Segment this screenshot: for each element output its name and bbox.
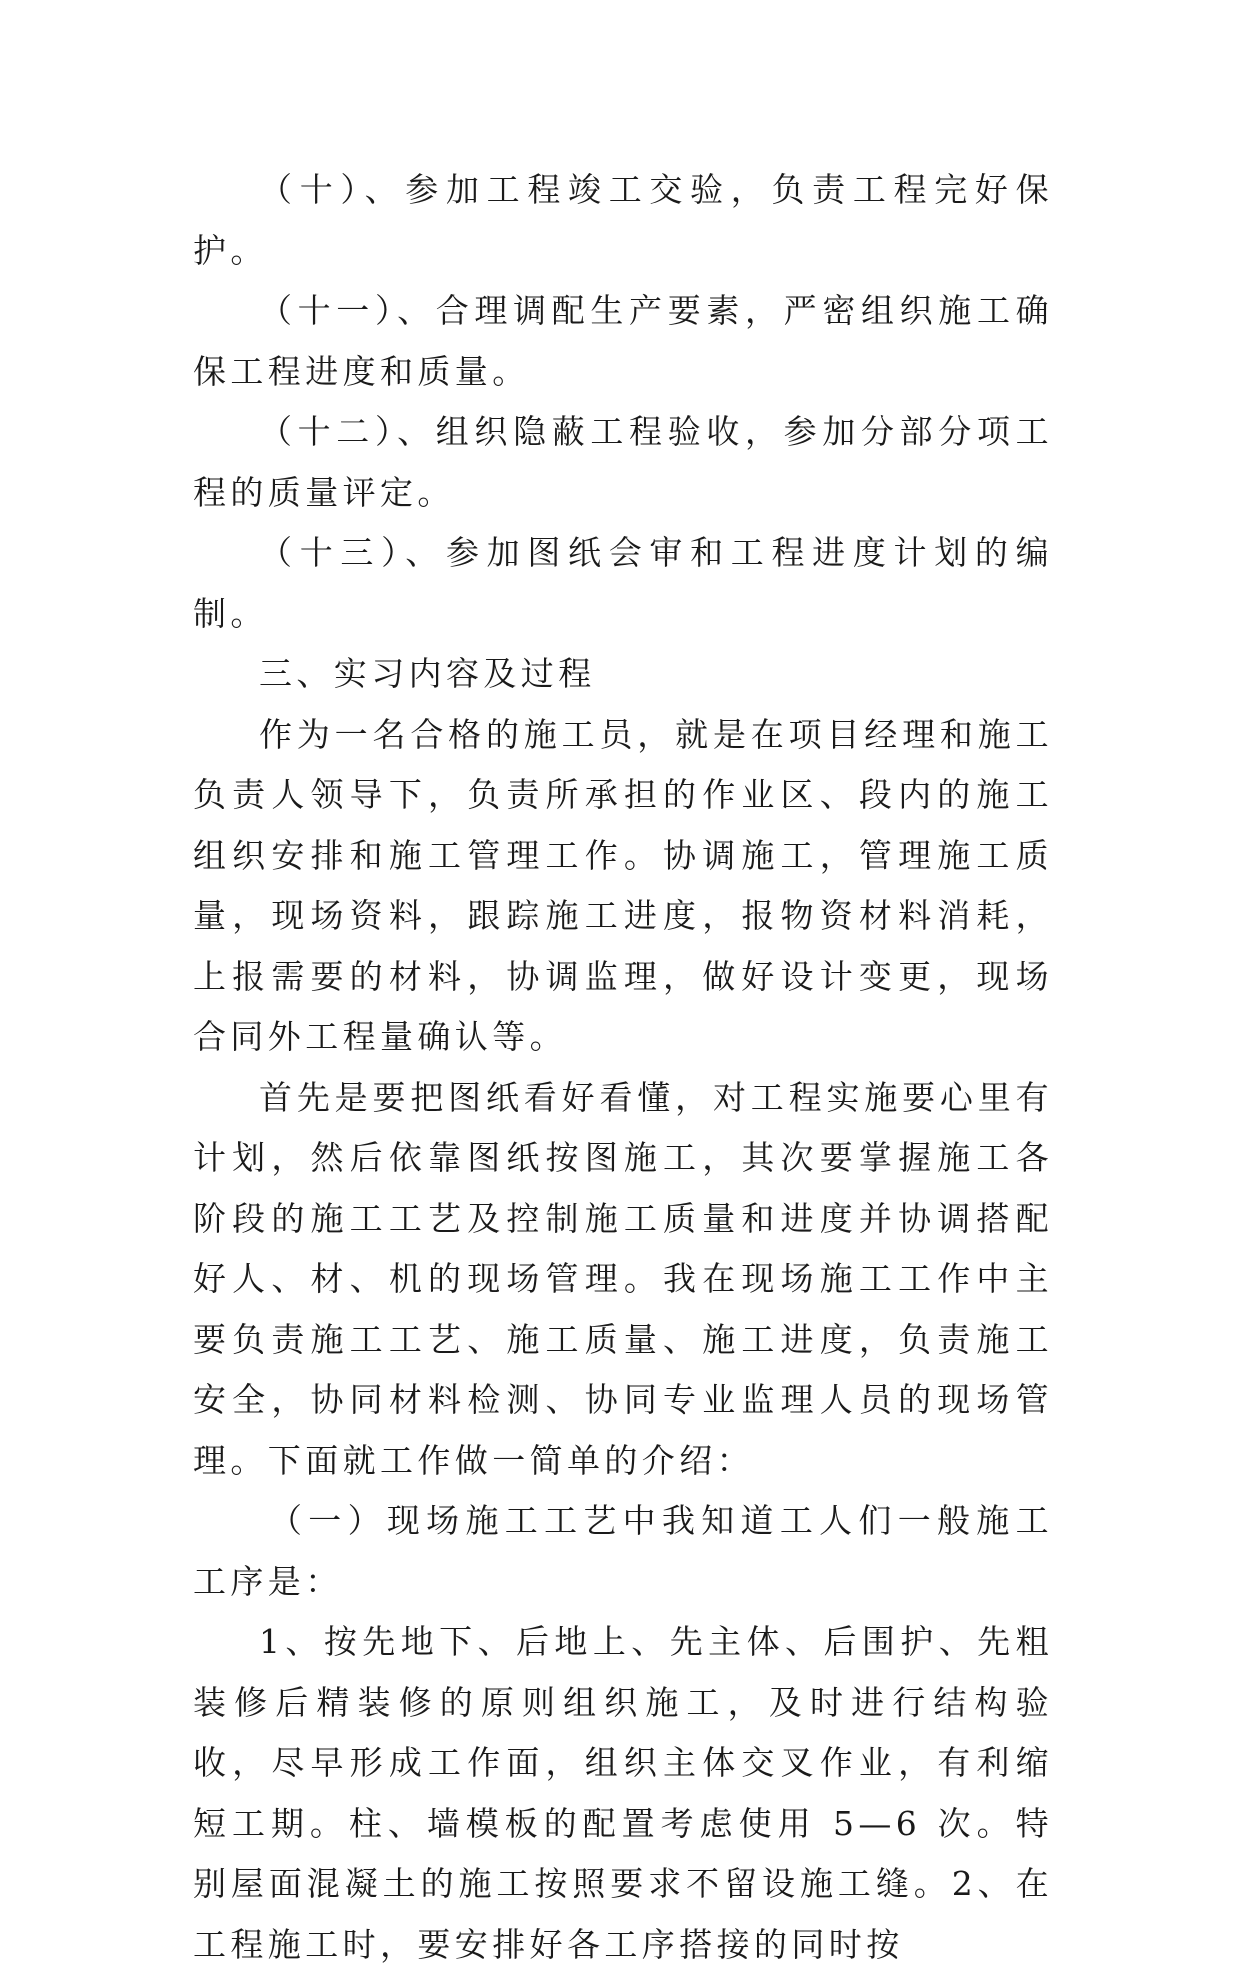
paragraph-work-overview: 首先是要把图纸看好看懂，对工程实施要心里有计划，然后依靠图纸按图施工，其次要掌握施工各阶段的施工工艺及控制施工质量和进度并协调搭配好人、材、机的现场管理。我在现场施工工作中主要负责施工工艺、施工质量、施工进度，负责施工安全，协同材料检测、协同专业监理人员的现场管理。下面就工作做一简单的介绍： <box>193 1077 1053 1480</box>
subsection-heading: （一）现场施工工艺中我知道工人们一般施工工序是： <box>193 1501 1053 1601</box>
paragraph-item-11: （十一）、合理调配生产要素，严密组织施工确保工程进度和质量。 <box>193 291 1053 391</box>
section-heading: 三、实习内容及过程 <box>259 654 596 693</box>
document-body <box>193 160 1053 1975</box>
paragraph-role-description: 作为一名合格的施工员，就是在项目经理和施工负责人领导下，负责所承担的作业区、段内的施工组织安排和施工管理工作。协调施工，管理施工质量，现场资料，跟踪施工进度，报物资材料消耗，上报需要的材料，协调监理，做好设计变更，现场合同外工程量确认等。 <box>193 714 1053 1056</box>
paragraph-item-10: （十）、参加工程竣工交验，负责工程完好保护。 <box>193 170 1053 270</box>
paragraph-item-13: （十三）、参加图纸会审和工程进度计划的编制。 <box>193 533 1053 633</box>
paragraph-procedure: 1、按先地下、后地上、先主体、后围护、先粗装修后精装修的原则组织施工，及时进行结构验收，尽早形成工作面，组织主体交叉作业，有利缩短工期。柱、墙模板的配置考虑使用 5—6 次。特别屋面混凝土的施工按照要求不留设施工缝。2、在工程施工时，要安排好各工序搭接的同时按 <box>193 1622 1053 1964</box>
paragraph-item-12: （十二）、组织隐蔽工程验收，参加分部分项工程的质量评定。 <box>193 412 1053 512</box>
